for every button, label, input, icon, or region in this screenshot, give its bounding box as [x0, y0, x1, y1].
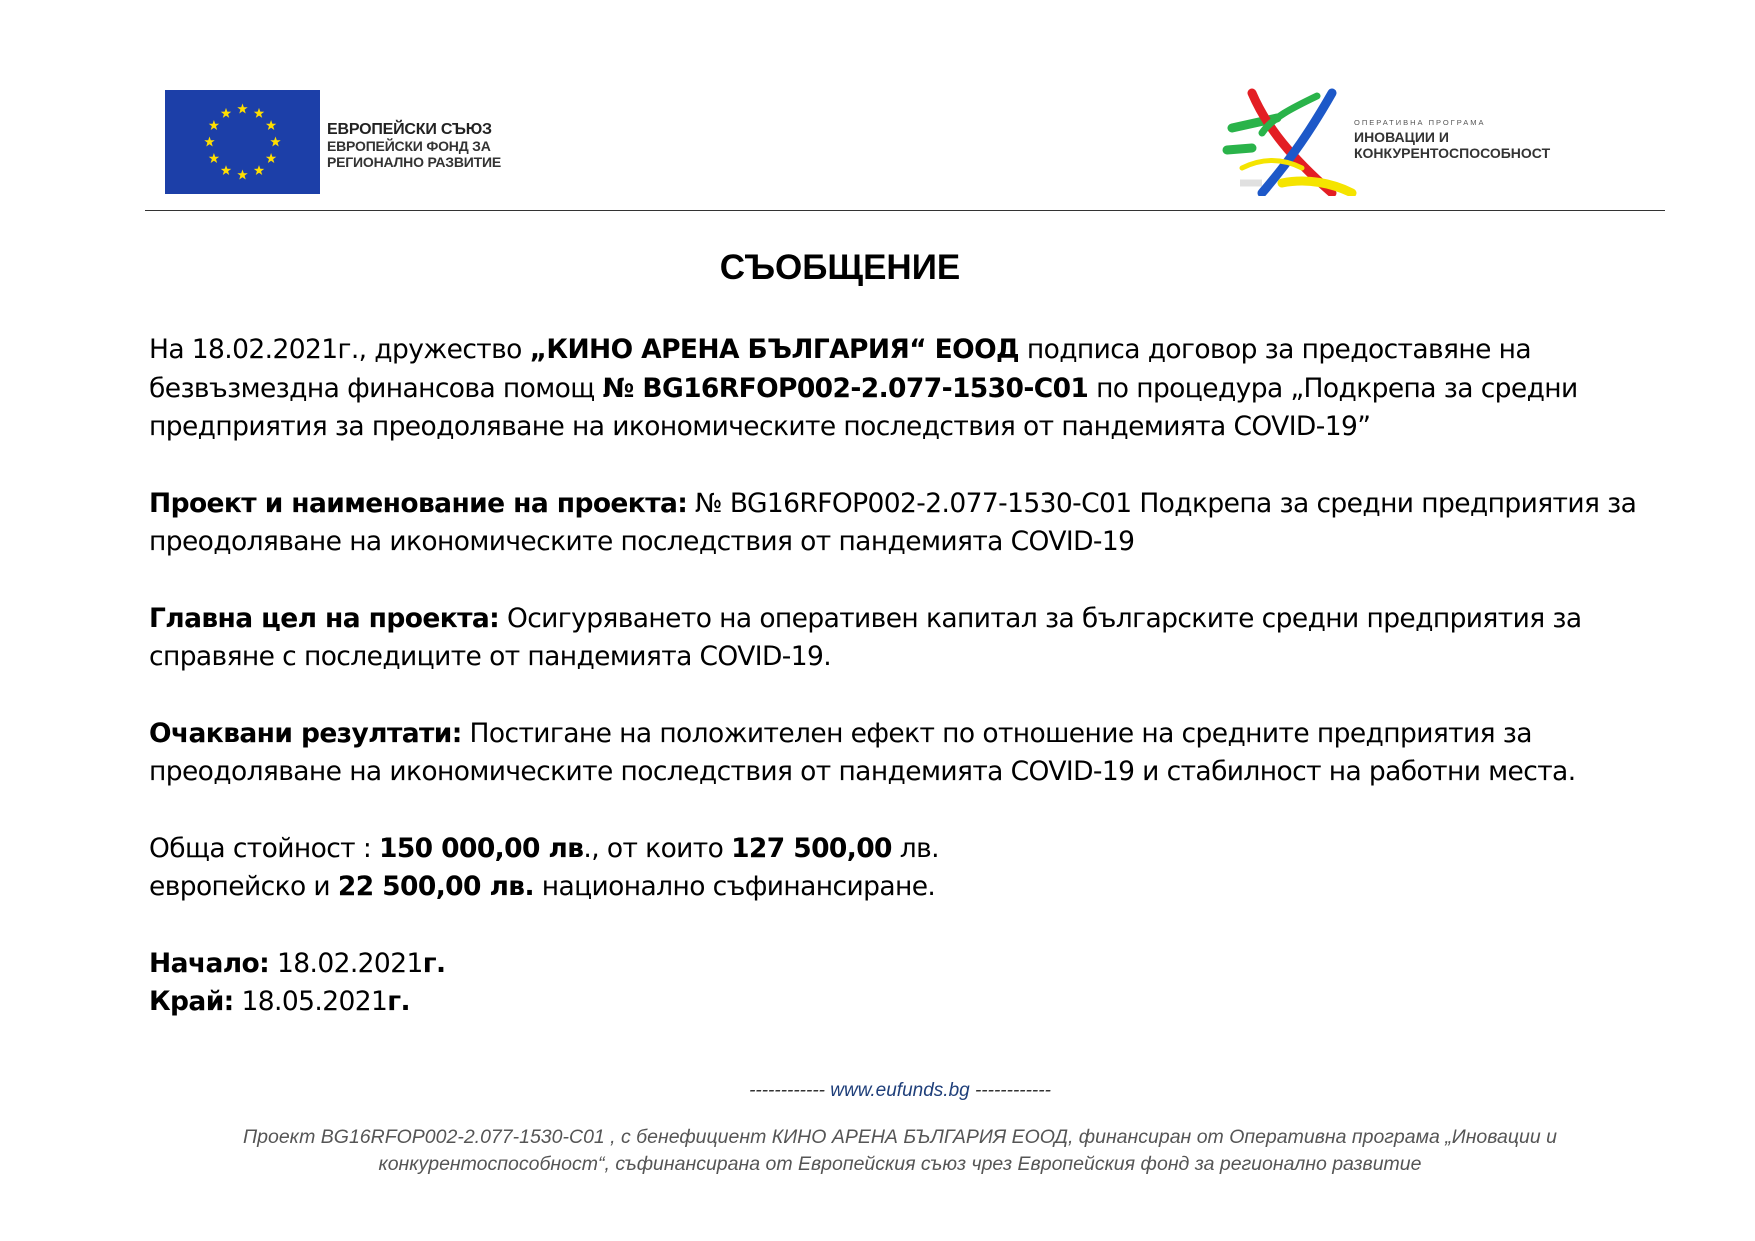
end-label: Край:: [149, 986, 234, 1017]
op-emblem-icon: [1222, 88, 1357, 196]
eu-logo-line3: РЕГИОНАЛНО РАЗВИТИЕ: [327, 154, 501, 170]
goal-value: Осигуряването на оперативен капитал за българските средни предприятия за справяне с последиците от пандемията COVID-19.: [149, 602, 1582, 672]
footer-link-line: [0, 1080, 1755, 1102]
page-title: СЪОБЩЕНИЕ: [719, 248, 961, 287]
funding-text-5: национално съфинансиране.: [533, 871, 936, 902]
funding-text-3: лв.: [891, 832, 939, 864]
intro-text-3: по процедура „Подкрепа за средни предприятия за преодоляване на икономическите последствия от пандемията COVID-19”: [149, 372, 1578, 442]
op-logo-text: [1354, 118, 1550, 161]
total-amount: 150 000,00 лв: [379, 832, 584, 864]
end-suffix: г.: [387, 986, 410, 1017]
eu-amount: 127 500,00: [731, 832, 892, 864]
funding-text-4: европейско и: [149, 871, 338, 902]
results-paragraph: [149, 715, 1679, 792]
eu-star-icon: [221, 108, 231, 118]
op-logo-small: ОПЕРАТИВНА ПРОГРАМА: [1354, 118, 1486, 127]
dates-paragraph: [149, 945, 1679, 1022]
funding-text-1: Обща стойност :: [149, 832, 379, 864]
project-label: Проект и наименование на проекта:: [149, 487, 688, 519]
intro-text-2: подписа договор за предоставяне на безвъзмездна финансова помощ: [149, 334, 1532, 404]
start-suffix: г.: [422, 947, 446, 979]
op-logo: [1222, 88, 1602, 198]
footer-dashes-right: ------------: [969, 1080, 1051, 1101]
eu-star-icon: [209, 153, 219, 163]
eu-star-icon: [254, 108, 264, 118]
start-value: 18.02.2021: [269, 947, 423, 979]
end-value: 18.05.2021: [233, 986, 388, 1017]
footer-note: [0, 1124, 1755, 1178]
start-label: Начало:: [149, 947, 270, 979]
eu-star-icon: [237, 104, 247, 114]
eu-star-icon: [237, 170, 247, 180]
funding-paragraph: [149, 830, 1679, 907]
footer-note-line1: Проект BG16RFOP002-2.077-1530-C01 , с бенефициент КИНО АРЕНА БЪЛГАРИЯ ЕООД, финансиран от Оперативна програма „Иновации и: [243, 1126, 1557, 1148]
company-name: „КИНО АРЕНА БЪЛГАРИЯ“ ЕООД: [529, 334, 1020, 365]
eu-star-icon: [266, 120, 276, 130]
document-body: [149, 331, 1679, 1022]
footer-dashes-left: ------------: [749, 1080, 831, 1101]
footer-note-line2: конкурентоспособност“, съфинансирана от Европейския съюз чрез Европейския фонд за регионално развитие: [378, 1153, 1422, 1175]
eu-star-icon: [209, 120, 219, 130]
eu-star-icon: [270, 137, 280, 147]
op-logo-line1: ИНОВАЦИИ И: [1354, 129, 1449, 145]
eu-star-icon: [204, 137, 214, 147]
eu-logo-text: [327, 122, 501, 170]
results-label: Очаквани резултати:: [149, 717, 462, 749]
project-paragraph: [149, 485, 1679, 562]
results-value: Постигане на положителен ефект по отношение на средните предприятия за преодоляване на икономическите последствия от пандемията COVID-19 и стабилност на работни места.: [149, 717, 1576, 787]
goal-label: Главна цел на проекта:: [149, 602, 500, 634]
eu-logo-line2: ЕВРОПЕЙСКИ ФОНД ЗА: [327, 138, 491, 154]
eu-logo: [165, 90, 501, 194]
intro-text-1: На 18.02.2021г., дружество: [149, 334, 530, 365]
header-divider: [145, 210, 1665, 211]
funding-text-2: ., от които: [583, 832, 732, 864]
national-amount: 22 500,00 лв.: [337, 871, 534, 902]
contract-number: № BG16RFOP002-2.077-1530-C01: [602, 372, 1089, 404]
eufunds-link[interactable]: www.eufunds.bg: [830, 1080, 970, 1101]
eu-flag-icon: [165, 90, 320, 194]
intro-paragraph: [149, 331, 1679, 447]
eu-logo-line1: ЕВРОПЕЙСКИ СЪЮЗ: [327, 121, 492, 138]
op-logo-line2: КОНКУРЕНТОСПОСОБНОСТ: [1354, 145, 1551, 161]
eu-star-icon: [254, 165, 264, 175]
eu-star-icon: [221, 165, 231, 175]
goal-paragraph: [149, 600, 1679, 677]
project-value: № BG16RFOP002-2.077-1530-C01 Подкрепа за средни предприятия за преодоляване на икономическите последствия от пандемията COVID-19: [149, 487, 1637, 557]
eu-star-icon: [266, 153, 276, 163]
